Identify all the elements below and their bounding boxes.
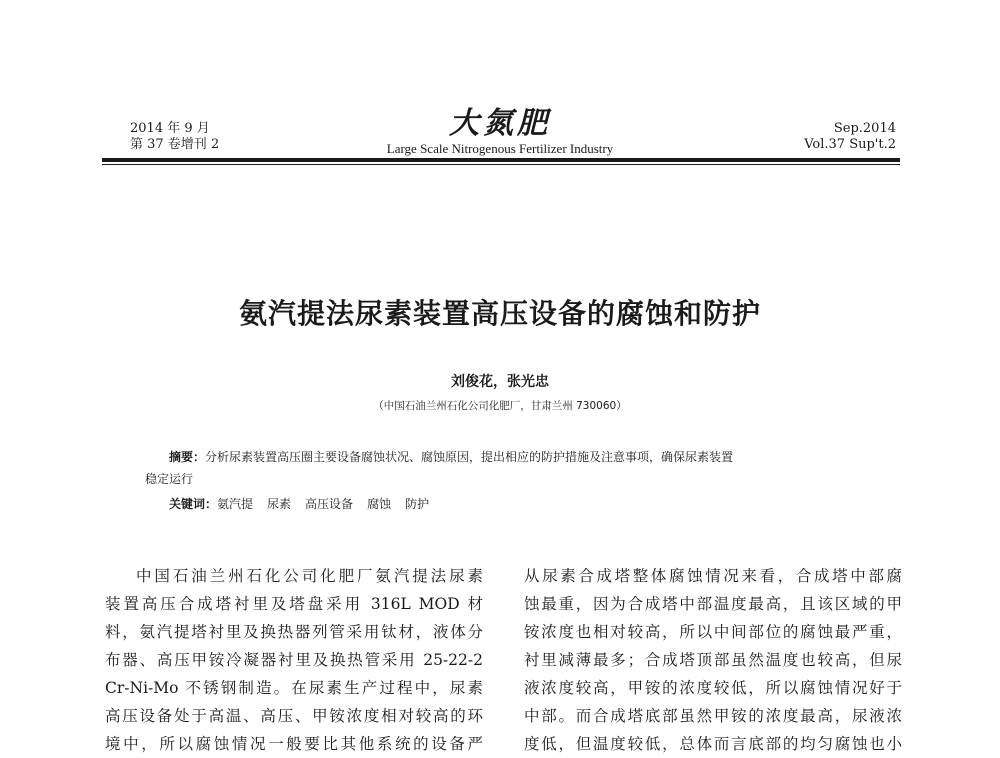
journal-header-left [130,121,219,153]
article-affiliation: （中国石油兰州石化公司化肥厂，甘肃兰州 730060） [373,400,627,412]
volume-cn: 第 37 卷增刊 2 [130,137,220,152]
abstract-text-line2: 稳定运行 [145,472,194,486]
body-line: 布器、高压甲铵冷凝器衬里及换热管采用 25-22-2 [105,651,483,669]
body-line: 蚀最重，因为合成塔中部温度最高，且该区域的甲 [524,595,902,613]
keywords [169,495,443,512]
body-line: 境中，所以腐蚀情况一般要比其他系统的设备严 [105,735,483,753]
header-rule-thin [102,164,900,165]
body-line: 装置高压合成塔衬里及塔盘采用 316L MOD 材 [105,595,483,613]
body-line: 度低，但温度较低，总体而言底部的均匀腐蚀也小 [524,735,902,753]
body-line: Cr-Ni-Mo 不锈钢制造。在尿素生产过程中，尿素 [105,679,483,697]
journal-logo: 大氮肥 [449,106,551,141]
journal-header-right [804,121,896,153]
body-line: 中国石油兰州石化公司化肥厂氨汽提法尿素 [136,567,483,585]
keyword: 高压设备 [305,497,354,511]
body-line: 液浓度较高，甲铵的浓度较低，所以腐蚀情况好于 [524,679,902,697]
body-column-left [105,562,483,758]
body-line: 高压设备处于高温、高压、甲铵浓度相对较高的环 [105,707,483,725]
body-line: 铵浓度也相对较高，所以中间部位的腐蚀最严重， [524,623,902,641]
article-authors: 刘俊花，张光忠 [451,374,549,390]
abstract-text-line1: 分析尿素装置高压圈主要设备腐蚀状况、腐蚀原因，提出相应的防护措施及注意事项，确保尿素装置 [205,450,734,464]
body-line: 料，氨汽提塔衬里及换热器列管采用钛材，液体分 [105,623,483,641]
keyword: 防护 [405,497,430,511]
header-rule-thick [102,158,900,162]
body-column-right [524,562,902,758]
issue-date-en: Sep.2014 [833,121,896,136]
journal-header-center [300,108,700,157]
keyword: 腐蚀 [367,497,392,511]
issue-date-cn: 2014 年 9 月 [130,121,210,136]
abstract-label: 摘要： [169,450,206,464]
body-line: 衬里减薄最多；合成塔顶部虽然温度也较高，但尿 [524,651,902,669]
keyword: 尿素 [267,497,292,511]
abstract [145,446,865,490]
article-title: 氨汽提法尿素装置高压设备的腐蚀和防护 [238,297,761,330]
keywords-label: 关键词： [169,497,218,511]
keyword: 氨汽提 [217,497,254,511]
body-line: 从尿素合成塔整体腐蚀情况来看，合成塔中部腐 [524,567,902,585]
body-line: 中部。而合成塔底部虽然甲铵的浓度最高，尿液浓 [524,707,902,725]
journal-name-en: Large Scale Nitrogenous Fertilizer Industry [386,141,614,156]
volume-en: Vol.37 Sup't.2 [804,137,896,152]
